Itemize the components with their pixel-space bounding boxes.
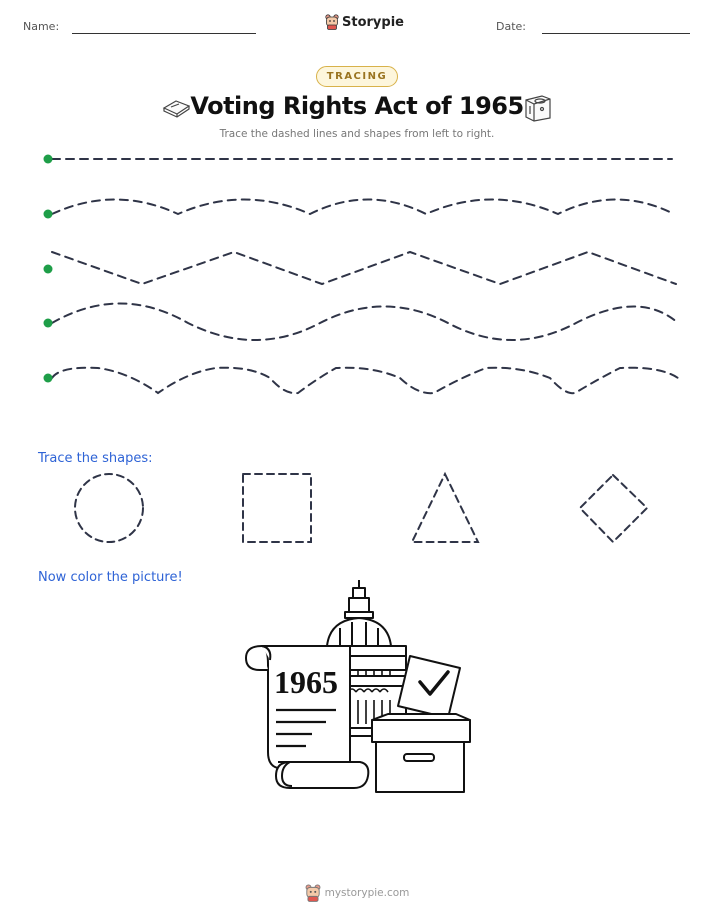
tracing-line-loops (52, 368, 678, 393)
triangle-icon (412, 474, 478, 542)
brand-name: Storypie (342, 14, 404, 30)
coloring-heading: Now color the picture! (38, 570, 183, 585)
brand-logo (325, 14, 404, 30)
footer-site-link[interactable]: mystorypie.com (324, 887, 410, 899)
start-dot (44, 155, 53, 164)
start-dot (44, 210, 53, 219)
tracing-lines (0, 140, 714, 400)
page-title: Voting Rights Act of 1965 (190, 92, 524, 120)
start-dot (44, 265, 53, 274)
tracing-shapes (0, 466, 714, 552)
name-label: Name: (23, 20, 60, 33)
date-label: Date: (496, 20, 526, 33)
storypie-mascot-icon (325, 14, 339, 30)
tracing-line-wave-1 (52, 200, 674, 215)
circle-icon (75, 474, 143, 542)
tracing-line-zigzag (52, 252, 676, 284)
storypie-mascot-icon (305, 884, 321, 902)
square-icon (243, 474, 311, 542)
instructions: Trace the dashed lines and shapes from left to right. (219, 128, 495, 140)
water-fountain-icon (522, 92, 554, 122)
start-dot (44, 319, 53, 328)
date-field[interactable] (542, 33, 690, 34)
voting-rights-coloring-illustration (238, 574, 478, 796)
tracing-line-wave-2 (52, 304, 678, 341)
scroll-year: 1965 (274, 664, 338, 700)
footer (0, 884, 714, 902)
start-dot (44, 374, 53, 383)
shapes-heading: Trace the shapes: (38, 451, 153, 466)
badge-row (0, 66, 714, 87)
name-field[interactable] (72, 33, 256, 34)
tracing-badge: TRACING (316, 66, 398, 87)
diamond-icon (580, 475, 647, 542)
